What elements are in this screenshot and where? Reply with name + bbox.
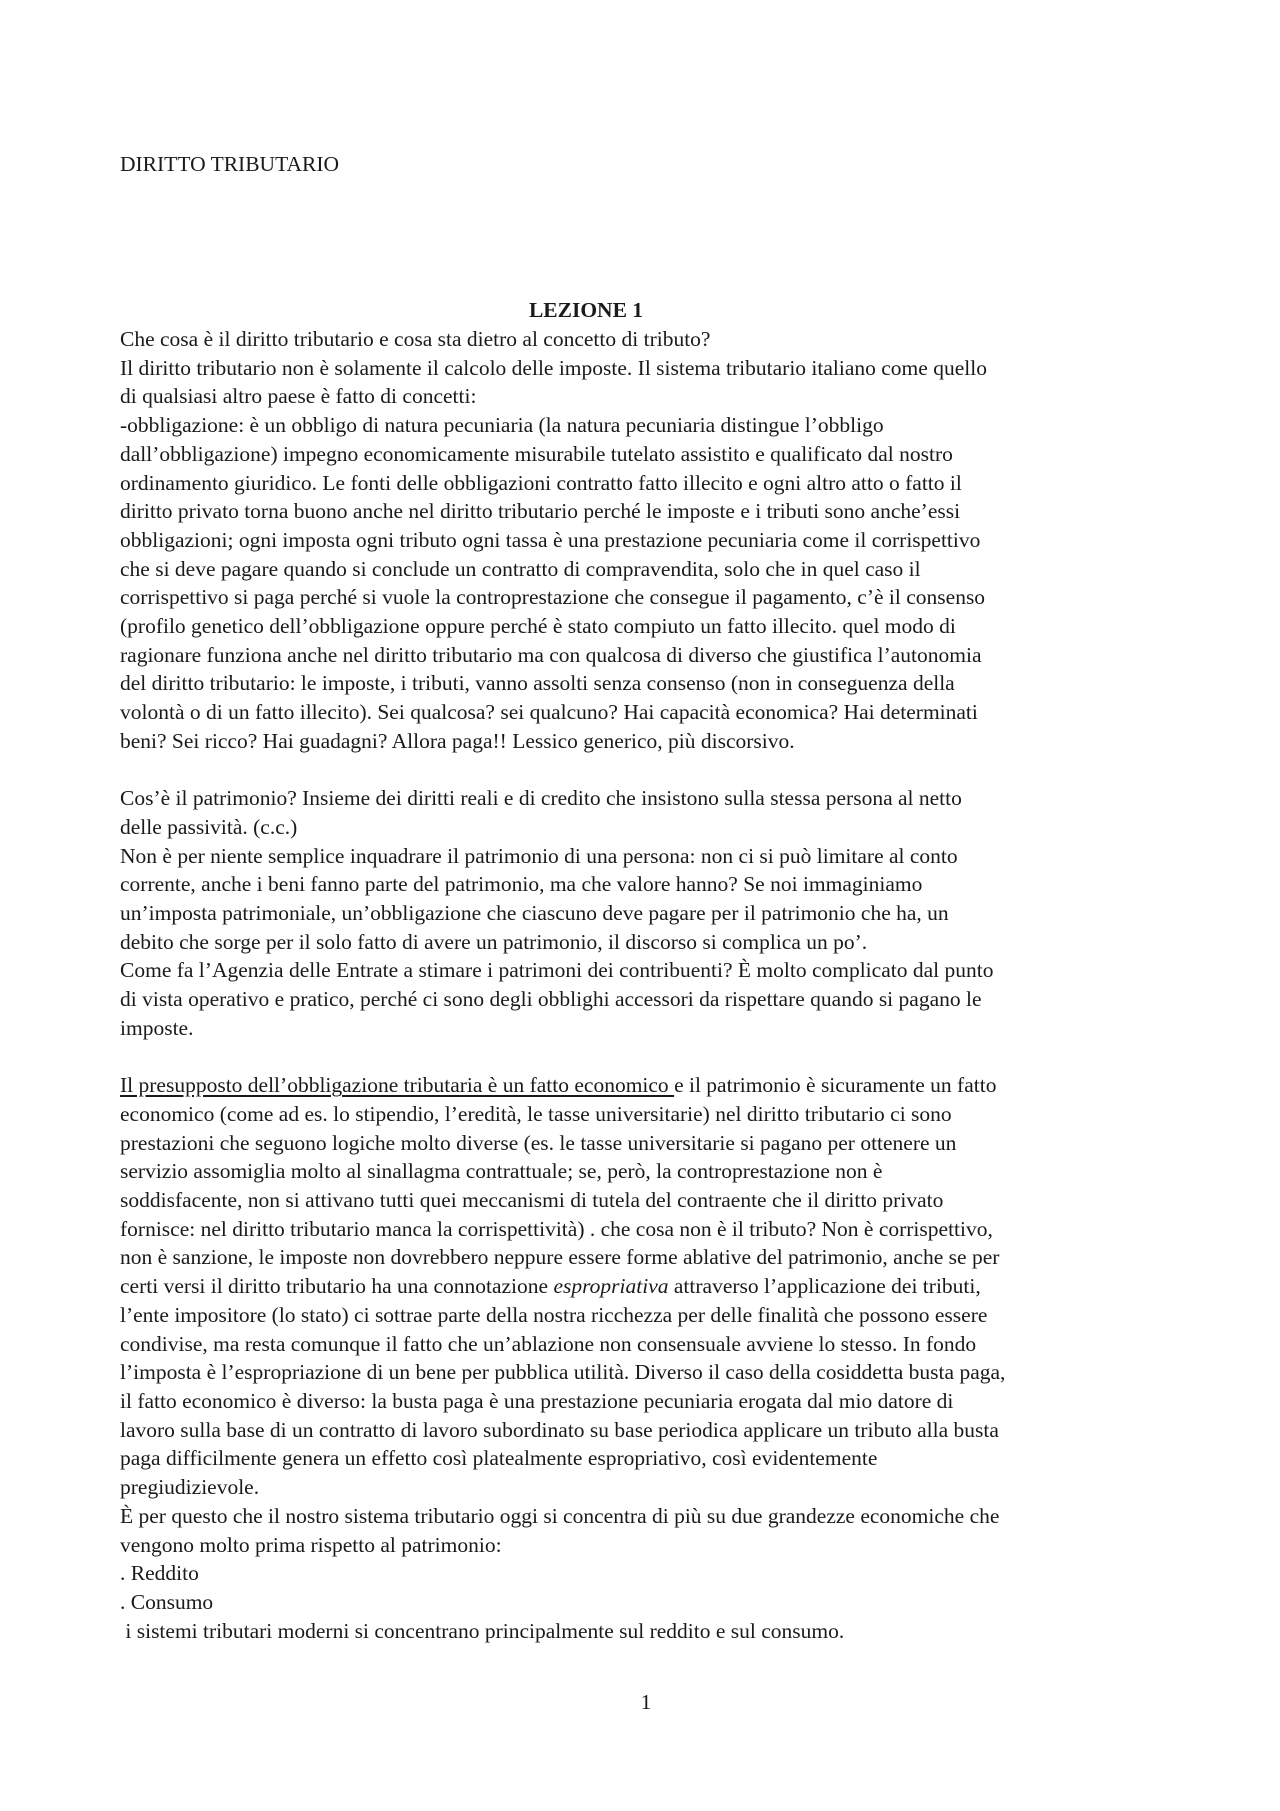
text-line: Cos’è il patrimonio? Insieme dei diritti reali e di credito che insistono sulla stessa persona al netto (120, 786, 962, 811)
text-line: beni? Sei ricco? Hai guadagni? Allora paga!! Lessico generico, più discorsivo. (120, 728, 795, 753)
text-line: soddisfacente, non si attivano tutti quei meccanismi di tutela del contraente che il diritto privato (120, 1188, 944, 1213)
text-line: Il diritto tributario non è solamente il calcolo delle imposte. Il sistema tributario italiano come quello (120, 355, 987, 380)
text-line: prestazioni che seguono logiche molto diverse (es. le tasse universitarie si pagano per ottenere un (120, 1130, 957, 1155)
text-line: imposte. (120, 1015, 194, 1040)
text-line: pregiudizievole. (120, 1475, 260, 1500)
paragraph-intro (120, 325, 1182, 756)
text-line: Che cosa è il diritto tributario e cosa sta dietro al concetto di tributo? (120, 327, 711, 351)
text-line: ordinamento giuridico. Le fonti delle obbligazioni contratto fatto illecito e ogni altro atto o fatto il (120, 470, 962, 495)
text-line (120, 1071, 1182, 1100)
text-line: diritto privato torna buono anche nel diritto tributario perché le imposte e i tributi sono anche’essi (120, 499, 961, 524)
text-line: -obbligazione: è un obbligo di natura pecuniaria (la natura pecuniaria distingue l’obbligo (120, 413, 884, 438)
page-number: 1 (640, 1690, 652, 1714)
text-line: (profilo genetico dell’obbligazione oppure perché è stato compiuto un fatto illecito. quel modo di (120, 614, 956, 639)
text-line: l’ente impositore (lo stato) ci sottrae parte della nostra ricchezza per delle finalità che possono essere (120, 1302, 988, 1327)
text-line: lavoro sulla base di un contratto di lavoro subordinato su base periodica applicare un tributo alla busta (120, 1417, 999, 1442)
list-item-consumo: . Consumo (120, 1589, 214, 1614)
text-line: economico (come ad es. lo stipendio, l’eredità, le tasse universitarie) nel diritto tributario ci sono (120, 1101, 952, 1126)
text-line: di vista operativo e pratico, perché ci sono degli obblighi accessori da rispettare quando si pagano le (120, 987, 982, 1012)
paragraph-spacer (120, 1043, 1182, 1072)
text-line: paga difficilmente genera un effetto così platealmente espropriativo, così evidentemente (120, 1446, 878, 1471)
text-line: non è sanzione, le imposte non dovrebbero neppure essere forme ablative del patrimonio, anche se per (120, 1245, 1000, 1270)
text-line: l’imposta è l’espropriazione di un bene per pubblica utilità. Diverso il caso della cosiddetta busta paga, (120, 1360, 1006, 1385)
text-line: ragionare funziona anche nel diritto tributario ma con qualcosa di diverso che giustifica l’autonomia (120, 642, 982, 667)
text-line: obbligazioni; ogni imposta ogni tributo ogni tassa è una prestazione pecuniaria come il corrispettivo (120, 527, 981, 552)
text-line (120, 1272, 1182, 1301)
text-line: condivise, ma resta comunque il fatto che un’ablazione non consensuale avviene lo stesso. In fondo (120, 1331, 977, 1356)
text-line: il fatto economico è diverso: la busta paga è una prestazione pecuniaria erogata dal mio datore di (120, 1388, 954, 1413)
paragraph-spacer (120, 756, 1182, 785)
list-item-reddito: . Reddito (120, 1561, 199, 1586)
document-body (120, 325, 1182, 1645)
text-line: fornisce: nel diritto tributario manca la corrispettività) . che cosa non è il tributo? Non è corrispettivo, (120, 1216, 993, 1241)
text-line: che si deve pagare quando si conclude un contratto di compravendita, solo che in quel caso il (120, 556, 921, 581)
paragraph-presupposto (120, 1071, 1182, 1645)
text-line: vengono molto prima rispetto al patrimonio: (120, 1532, 502, 1557)
text-line: del diritto tributario: le imposte, i tributi, vanno assolti senza consenso (non in conseguenza della (120, 671, 955, 696)
text-line: di qualsiasi altro paese è fatto di concetti: (120, 384, 477, 409)
text-line: un’imposta patrimoniale, un’obbligazione che ciascuno deve pagare per il patrimonio che ha, un (120, 901, 949, 926)
text-line: È per questo che il nostro sistema tributario oggi si concentra di più su due grandezze economiche che (120, 1503, 1000, 1528)
text-line: dall’obbligazione) impegno economicamente misurabile tutelato assistito e qualificato dal nostro (120, 441, 953, 466)
italic-text: espropriativa (553, 1274, 669, 1299)
text-line: delle passività. (c.c.) (120, 814, 298, 839)
text-line: Non è per niente semplice inquadrare il patrimonio di una persona: non ci si può limitare al conto (120, 843, 958, 868)
lesson-title: LEZIONE 1 (528, 298, 644, 322)
text-fragment: certi versi il diritto tributario ha una connotazione (120, 1274, 554, 1299)
text-fragment: e il patrimonio è sicuramente un fatto (674, 1073, 997, 1098)
text-line: Come fa l’Agenzia delle Entrate a stimare i patrimoni dei contribuenti? È molto complicato dal punto (120, 958, 994, 983)
text-line: servizio assomiglia molto al sinallagma contrattuale; se, però, la controprestazione non è (120, 1159, 883, 1184)
text-line: i sistemi tributari moderni si concentrano principalmente sul reddito e sul consumo. (120, 1618, 845, 1643)
text-line: debito che sorge per il solo fatto di avere un patrimonio, il discorso si complica un po’. (120, 929, 868, 954)
document-header: DIRITTO TRIBUTARIO (120, 152, 340, 176)
text-fragment: attraverso l’applicazione dei tributi, (668, 1274, 981, 1299)
text-line: corrispettivo si paga perché si vuole la controprestazione che consegue il pagamento, c’è il consenso (120, 585, 986, 610)
paragraph-patrimonio (120, 784, 1182, 1042)
text-line: corrente, anche i beni fanno parte del patrimonio, ma che valore hanno? Se noi immaginiamo (120, 872, 923, 897)
underlined-text: Il presupposto dell’obbligazione tributaria è un fatto economico (120, 1073, 675, 1098)
text-line: volontà o di un fatto illecito). Sei qualcosa? sei qualcuno? Hai capacità economica? Hai determinati (120, 700, 978, 725)
